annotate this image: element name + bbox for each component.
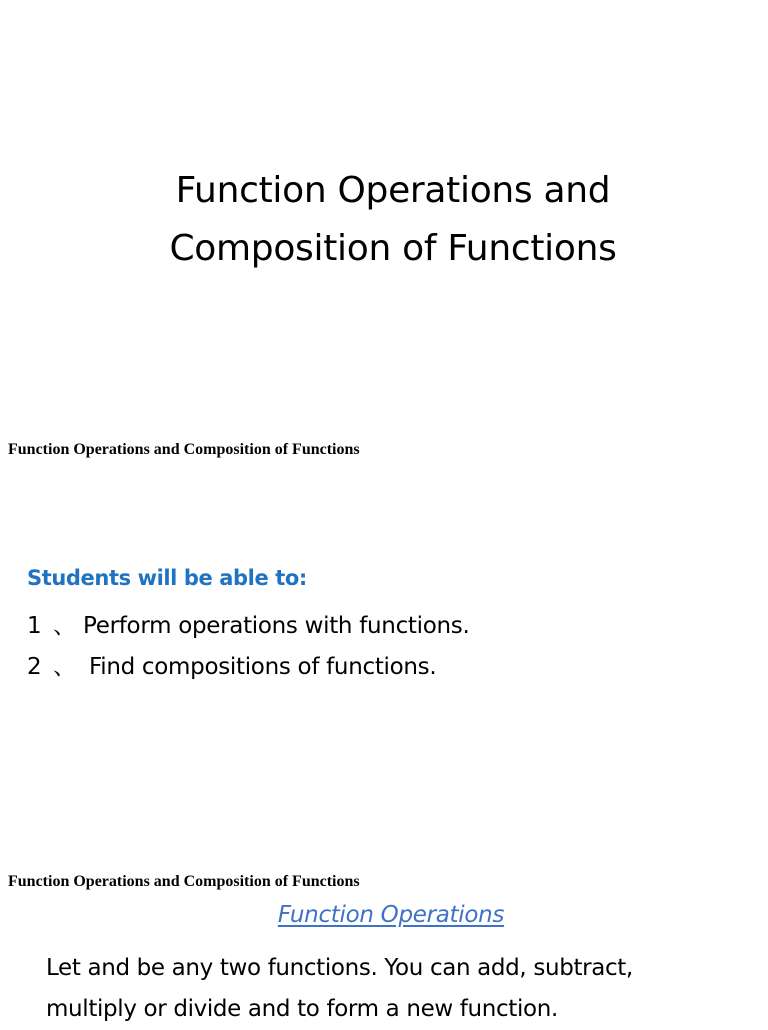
body-line-1: Let and be any two functions. You can add, subtract, [46, 955, 633, 981]
section-header: Function Operations and Composition of Functions [8, 441, 360, 458]
body-line-2: multiply or divide and to form a new function. [46, 996, 558, 1022]
function-operations-heading: Function Operations [277, 902, 505, 928]
slide-title [0, 162, 768, 278]
objective-separator: 、 [53, 613, 76, 639]
slide-title-line-1: Function Operations and [175, 170, 611, 211]
objective-text: Find compositions of functions. [89, 654, 437, 680]
objective-text: Perform operations with functions. [83, 613, 470, 639]
slide-title-line-2: Composition of Functions [169, 228, 617, 269]
section-header: Function Operations and Composition of Functions [8, 873, 360, 890]
objective-item [27, 607, 469, 640]
function-operations-body [46, 948, 756, 1030]
objectives-heading: Students will be able to: [27, 566, 307, 590]
objective-number: 2 [27, 654, 42, 680]
objective-separator: 、 [53, 654, 76, 680]
objective-number: 1 [27, 613, 42, 639]
objective-item [27, 648, 436, 681]
